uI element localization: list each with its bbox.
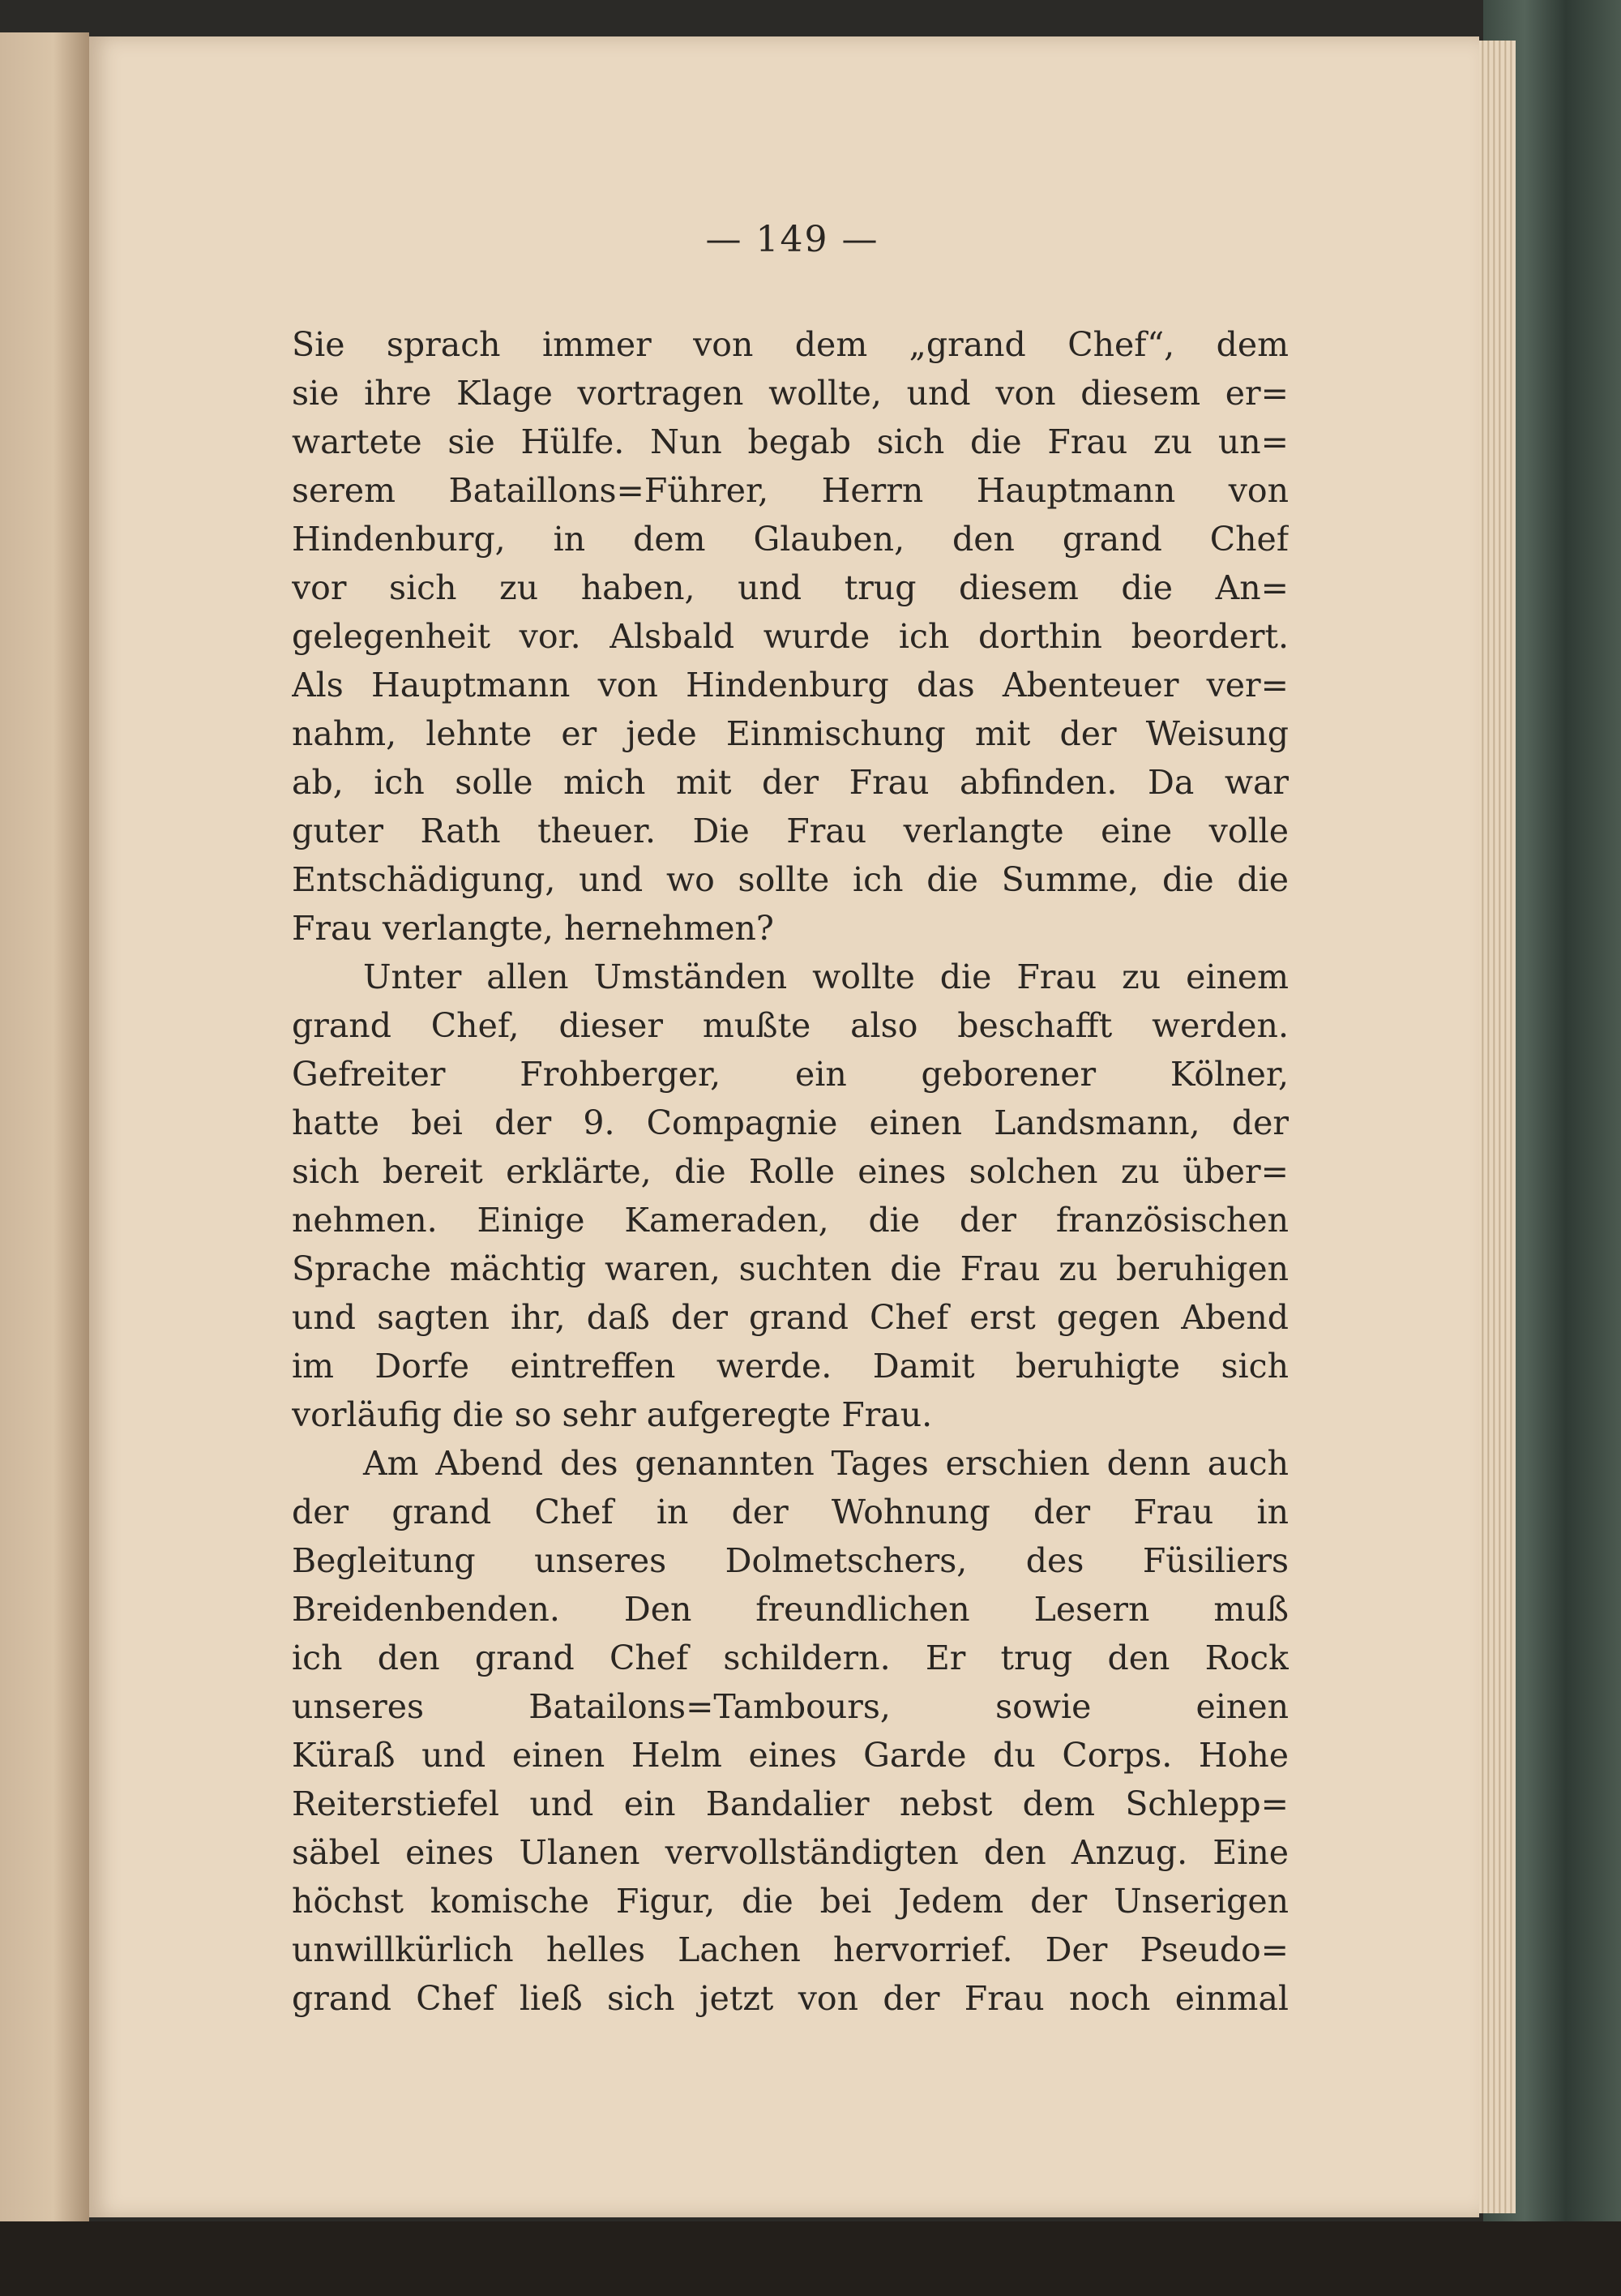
text-line: Hindenburg, in dem Glauben, den grand Chef (292, 520, 1289, 559)
left-page-edge (0, 32, 89, 2246)
text-line: nehmen. Einige Kameraden, die der französischen (292, 1201, 1289, 1240)
text-line: Am Abend des genannten Tages erschien denn auch (363, 1444, 1289, 1483)
text-line: Gefreiter Frohberger, ein geborener Kölner, (292, 1055, 1289, 1094)
text-line: Sprache mächtig waren, suchten die Frau zu beruhigen (292, 1249, 1289, 1288)
text-line: Unter allen Umständen wollte die Frau zu einem (363, 957, 1289, 996)
text-line: grand Chef, dieser mußte also beschafft werden. (292, 1006, 1289, 1045)
text-line: ab, ich solle mich mit der Frau abfinden. Da war (292, 763, 1289, 802)
text-line: säbel eines Ulanen vervollständigten den Anzug. Eine (292, 1833, 1289, 1872)
text-line: höchst komische Figur, die bei Jedem der Unserigen (292, 1882, 1289, 1921)
text-line: vor sich zu haben, und trug diesem die An= (292, 568, 1289, 607)
text-line: sie ihre Klage vortragen wollte, und von diesem er= (292, 374, 1289, 413)
text-line: guter Rath theuer. Die Frau verlangte eine volle (292, 812, 1289, 850)
text-line: Sie sprach immer von dem „grand Chef“, dem (292, 325, 1289, 364)
text-line: nahm, lehnte er jede Einmischung mit der Weisung (292, 714, 1289, 753)
bottom-shadow (0, 2221, 1621, 2296)
text-line: und sagten ihr, daß der grand Chef erst gegen Abend (292, 1298, 1289, 1337)
text-line: hatte bei der 9. Compagnie einen Landsmann, der (292, 1103, 1289, 1142)
text-line: unwillkürlich helles Lachen hervorrief. Der Pseudo= (292, 1930, 1289, 1969)
text-line: Entschädigung, und wo sollte ich die Summe, die die (292, 860, 1289, 899)
text-line: Als Hauptmann von Hindenburg das Abenteuer ver= (292, 666, 1289, 705)
text-line: wartete sie Hülfe. Nun begab sich die Frau zu un= (292, 422, 1289, 461)
text-line: Küraß und einen Helm eines Garde du Corps. Hohe (292, 1736, 1289, 1775)
text-line: grand Chef ließ sich jetzt von der Frau noch einmal (292, 1979, 1289, 2018)
text-line: Frau verlangte, hernehmen? (292, 909, 774, 948)
text-line: ich den grand Chef schildern. Er trug den Rock (292, 1638, 1289, 1677)
text-line: sich bereit erklärte, die Rolle eines solchen zu über= (292, 1152, 1289, 1191)
text-line: serem Bataillons=Führer, Herrn Hauptmann von (292, 471, 1289, 510)
text-line: Breidenbenden. Den freundlichen Lesern muß (292, 1590, 1289, 1629)
body-text (292, 320, 1289, 2023)
page-number: — 149 — (705, 219, 879, 260)
text-line: vorläufig die so sehr aufgeregte Frau. (292, 1395, 933, 1434)
text-line: gelegenheit vor. Alsbald wurde ich dorthin beordert. (292, 617, 1289, 656)
text-line: im Dorfe eintreffen werde. Damit beruhigte sich (292, 1347, 1289, 1386)
text-line: unseres Batailons=Tambours, sowie einen (292, 1687, 1289, 1726)
text-line: Begleitung unseres Dolmetschers, des Füsiliers (292, 1541, 1289, 1580)
text-line: der grand Chef in der Wohnung der Frau in (292, 1493, 1289, 1531)
text-line: Reiterstiefel und ein Bandalier nebst dem Schlepp= (292, 1784, 1289, 1823)
